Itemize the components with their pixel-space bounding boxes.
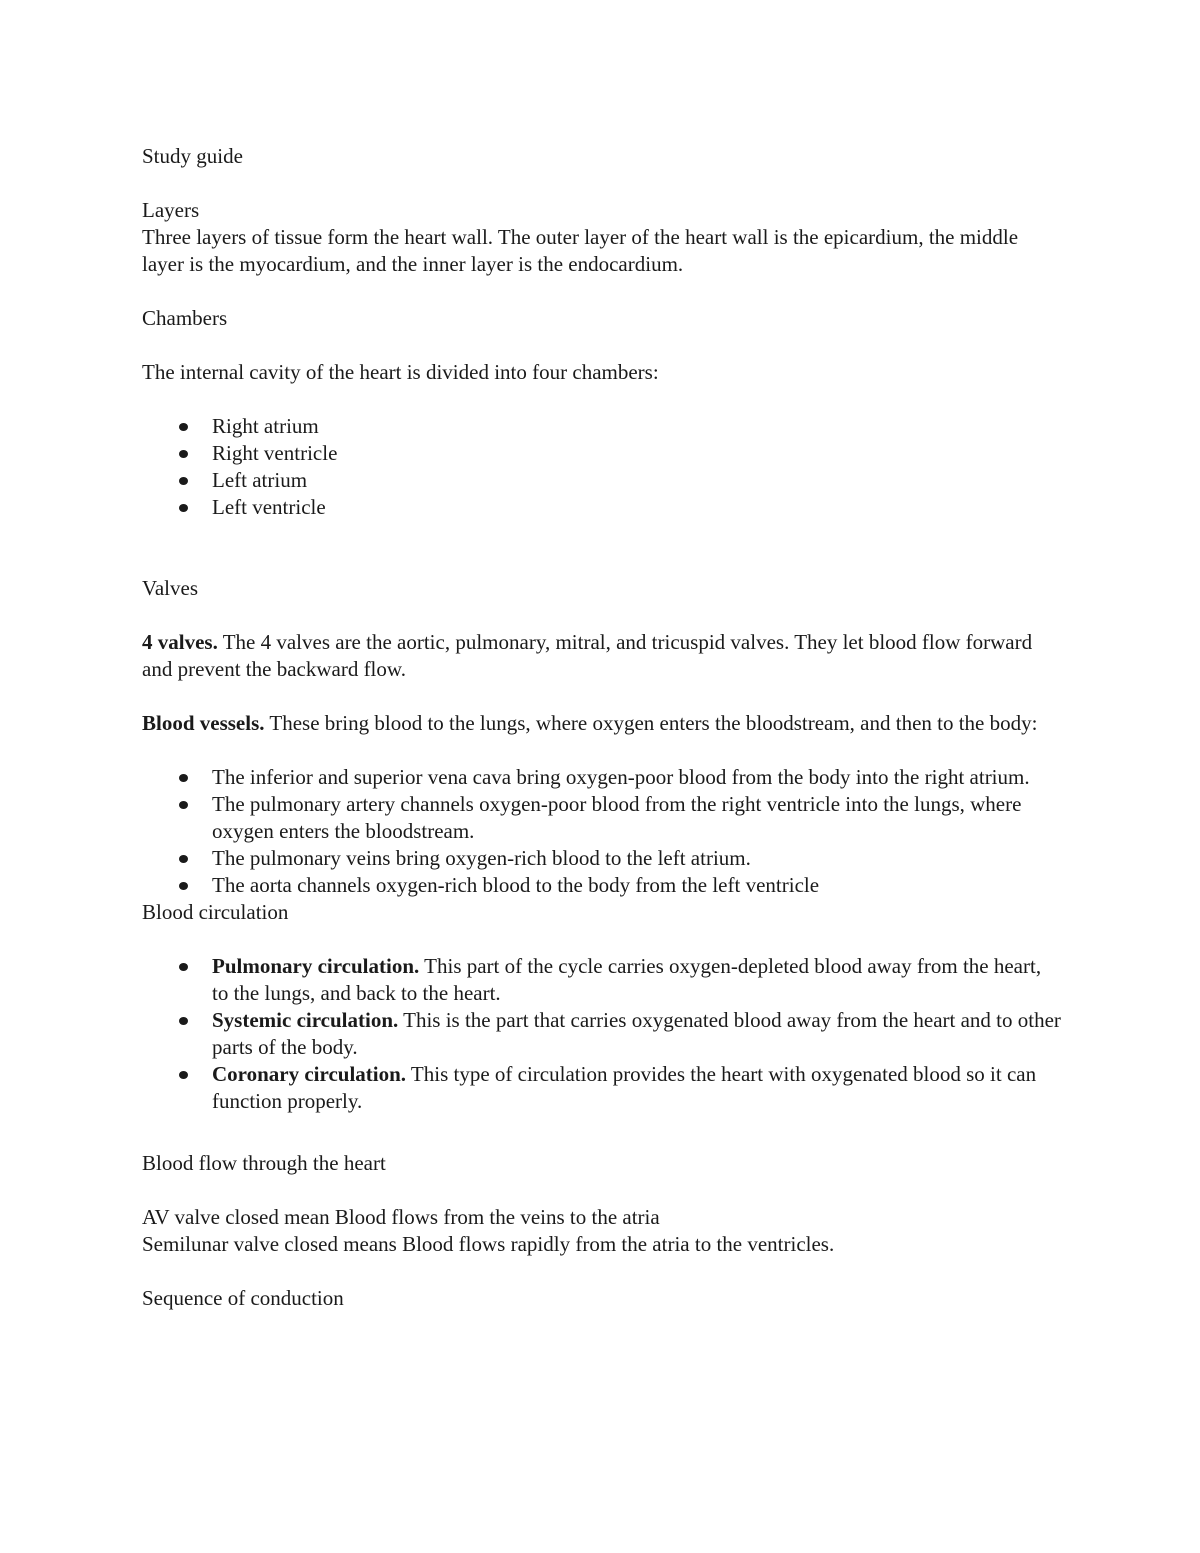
list-item: Left ventricle [142, 494, 1062, 521]
flow-line-1: AV valve closed mean Blood flows from the veins to the atria [142, 1205, 660, 1229]
list-item: Right atrium [142, 413, 1062, 440]
vessels-text: These bring blood to the lungs, where oxygen enters the bloodstream, and then to the body: [264, 711, 1038, 735]
chambers-list [142, 413, 1062, 521]
chambers-heading: Chambers [142, 306, 228, 330]
item-text: This part of the cycle carries oxygen-depleted blood away from the heart, to the lungs, and back to the heart. [212, 954, 1042, 1005]
item-text: This type of circulation provides the heart with oxygenated blood so it can function properly. [212, 1062, 1037, 1113]
list-item [142, 1007, 1062, 1061]
item-lead: Coronary circulation. [212, 1062, 407, 1086]
item-lead: Pulmonary circulation. [212, 954, 420, 978]
layers-heading: Layers [142, 198, 200, 222]
list-item: Left atrium [142, 467, 1062, 494]
list-item [142, 1061, 1062, 1115]
valves-heading: Valves [142, 576, 198, 600]
item-text: This is the part that carries oxygenated blood away from the heart and to other parts of the body. [212, 1008, 1061, 1059]
document-title: Study guide [142, 144, 243, 168]
circulation-heading: Blood circulation [142, 900, 289, 924]
valves-paragraph [142, 629, 1062, 683]
chambers-intro: The internal cavity of the heart is divided into four chambers: [142, 360, 659, 384]
item-lead: Systemic circulation. [212, 1008, 399, 1032]
vessels-list [142, 764, 1062, 899]
circulation-list [142, 953, 1062, 1115]
vessels-paragraph [142, 710, 1062, 737]
list-item: The aorta channels oxygen-rich blood to the body from the left ventricle [142, 872, 1062, 899]
list-item: The inferior and superior vena cava bring oxygen-poor blood from the body into the right atrium. [142, 764, 1062, 791]
layers-text: Three layers of tissue form the heart wall. The outer layer of the heart wall is the epicardium, the middle layer is the myocardium, and the inner layer is the endocardium. [142, 225, 1019, 276]
valves-text: The 4 valves are the aortic, pulmonary, mitral, and tricuspid valves. They let blood flow forward and prevent the backward flow. [142, 630, 1033, 681]
flow-heading: Blood flow through the heart [142, 1151, 386, 1175]
list-item: Right ventricle [142, 440, 1062, 467]
vessels-lead: Blood vessels. [142, 711, 265, 735]
list-item [142, 953, 1062, 1007]
document-body [142, 143, 1062, 1312]
list-item: The pulmonary artery channels oxygen-poor blood from the right ventricle into the lungs, where oxygen enters the bloodstream. [142, 791, 1062, 845]
valves-lead: 4 valves. [142, 630, 218, 654]
list-item: The pulmonary veins bring oxygen-rich blood to the left atrium. [142, 845, 1062, 872]
conduction-heading: Sequence of conduction [142, 1286, 344, 1310]
flow-line-2: Semilunar valve closed means Blood flows rapidly from the atria to the ventricles. [142, 1232, 835, 1256]
